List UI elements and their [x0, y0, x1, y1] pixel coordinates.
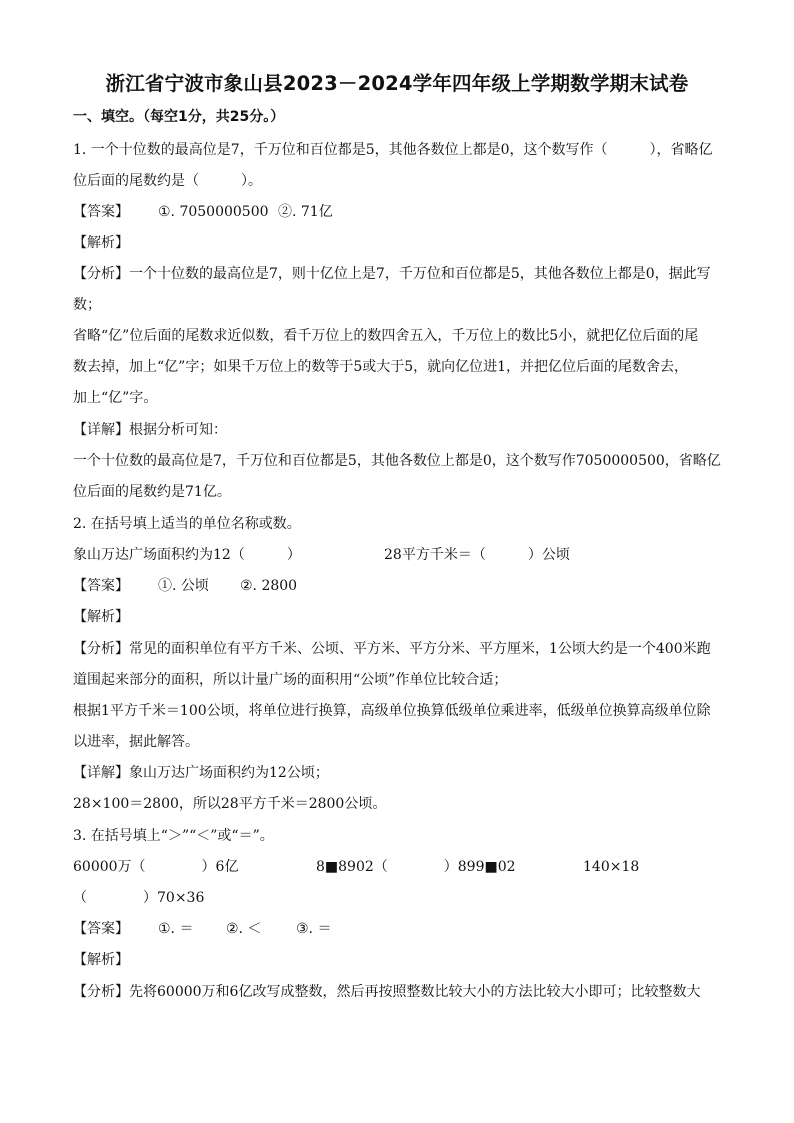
q1-fenxi-1: 【分析】一个十位数的最高位是7，则十亿位上是7，千万位和百位都是5，其他各数位上都是0，据此写 — [73, 266, 711, 282]
q2-fenxi-1: 【分析】常见的面积单位有平方千米、公顷、平方米、平方分米、平方厘米，1公顷大约是一个400米跑 — [73, 641, 711, 657]
q1-detail-2: 一个十位数的最高位是7，千万位和百位都是5，其他各数位上都是0，这个数写作7050000500，省略亿 — [73, 453, 721, 469]
q2-fenxi-4: 以进率，据此解答。 — [73, 734, 199, 750]
q1-detail-1: 【详解】根据分析可知： — [73, 422, 227, 438]
q2-analysis-tag: 【解析】 — [73, 609, 129, 625]
q3-answer-1: ①. ＝ — [158, 921, 194, 937]
q3-analysis-tag: 【解析】 — [73, 952, 129, 968]
q3-answer-3: ③. ＝ — [296, 921, 332, 937]
q1-answer-1: ①. 7050000500 — [158, 204, 269, 220]
q3-part-b: 8■8902（ ）899■02 — [316, 859, 516, 875]
q3-line1: 3. 在括号填上“＞”“＜”或“＝”。 — [73, 828, 274, 844]
q2-answer-tag: 【答案】 — [73, 578, 129, 594]
q2-part-a: 象山万达广场面积约为12（ ） — [73, 547, 301, 563]
q3-part-d: （ ）70×36 — [73, 890, 205, 906]
q2-fenxi-3: 根据1平方千米＝100公顷，将单位进行换算，高级单位换算低级单位乘进率，低级单位换算高级单位除 — [73, 703, 711, 719]
q1-fenxi-4: 数去掉，加上“亿”字；如果千万位上的数等于5或大于5，就向亿位进1，并把亿位后面的尾数舍去， — [73, 359, 689, 375]
q1-line2: 位后面的尾数约是（ ）。 — [73, 173, 262, 189]
q2-part-b: 28平方千米＝（ ）公顷 — [384, 547, 570, 563]
q2-fenxi-2: 道围起来部分的面积，所以计量广场的面积用“公顷”作单位比较合适； — [73, 672, 508, 688]
q2-detail-1: 【详解】象山万达广场面积约为12公顷； — [73, 765, 329, 781]
q1-line1: 1. 一个十位数的最高位是7，千万位和百位都是5，其他各数位上都是0，这个数写作（ ），省略亿 — [73, 142, 713, 158]
q1-answer-tag: 【答案】 — [73, 204, 129, 220]
q1-fenxi-5: 加上“亿”字。 — [73, 390, 158, 406]
q1-answer-2: ②. 71亿 — [278, 204, 333, 220]
q2-answer-1: ①. 公顷 — [158, 578, 209, 594]
q2-answer-2: ②. 2800 — [240, 578, 298, 594]
q2-line1: 2. 在括号填上适当的单位名称或数。 — [73, 516, 301, 532]
q2-detail-2: 28×100＝2800，所以28平方千米＝2800公顷。 — [73, 796, 387, 812]
q3-part-a: 60000万（ ）6亿 — [73, 859, 239, 875]
q3-answer-2: ②. ＜ — [226, 921, 262, 937]
q3-part-c: 140×18 — [583, 859, 640, 875]
q1-detail-3: 位后面的尾数约是71亿。 — [73, 484, 231, 500]
section-heading: 一、填空。（每空1分，共25分。） — [73, 109, 285, 125]
q1-fenxi-3: 省略“亿”位后面的尾数求近似数，看千万位上的数四舍五入，千万位上的数比5小，就把亿位后面的尾 — [73, 328, 699, 344]
q3-answer-tag: 【答案】 — [73, 921, 129, 937]
q3-fenxi-1: 【分析】先将60000万和6亿改写成整数，然后再按照整数比较大小的方法比较大小即可；比较整数大 — [73, 984, 701, 1000]
page-title: 浙江省宁波市象山县2023－2024学年四年级上学期数学期末试卷 — [105, 72, 689, 95]
q1-fenxi-2: 数； — [73, 297, 101, 313]
q1-analysis-tag: 【解析】 — [73, 235, 129, 251]
